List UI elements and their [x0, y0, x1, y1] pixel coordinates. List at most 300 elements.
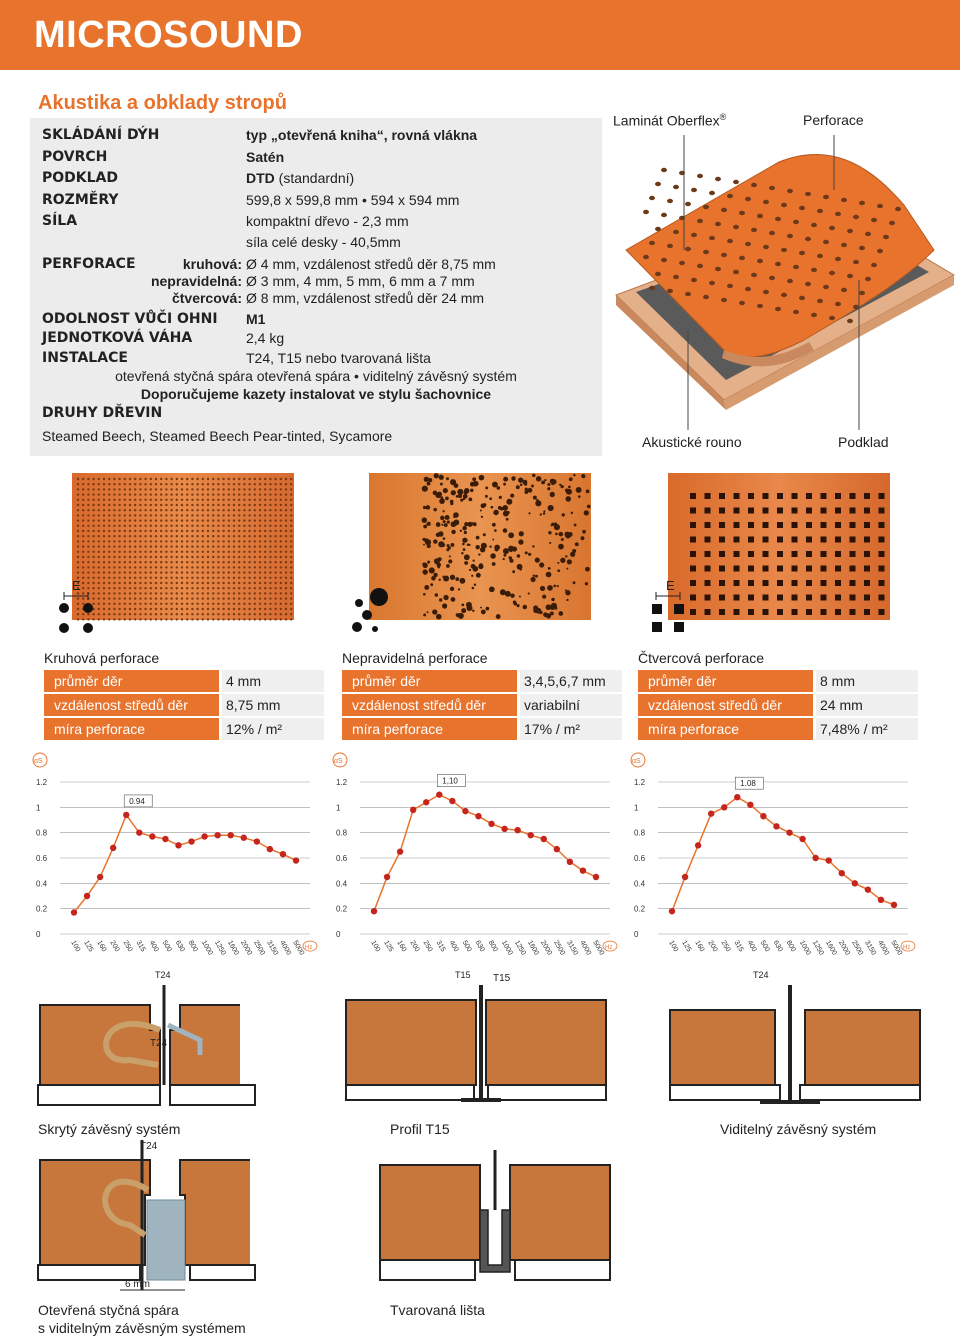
hole	[181, 608, 183, 610]
hole	[719, 566, 725, 572]
hole	[92, 535, 94, 537]
hole	[821, 537, 827, 543]
hole	[222, 582, 224, 584]
hole	[285, 582, 287, 584]
hole	[103, 509, 105, 511]
hole	[238, 488, 240, 490]
hole	[124, 582, 126, 584]
hole	[160, 577, 162, 579]
hole	[493, 510, 498, 515]
absorption-chart-square	[628, 752, 928, 982]
hole	[202, 493, 204, 495]
hole	[124, 587, 126, 589]
hole	[160, 483, 162, 485]
hole	[207, 493, 209, 495]
hole	[469, 569, 471, 571]
hole	[144, 603, 146, 605]
hole	[98, 603, 100, 605]
hole	[165, 519, 167, 521]
hole	[129, 592, 131, 594]
hole	[77, 483, 79, 485]
hole	[92, 530, 94, 532]
hole	[202, 540, 204, 542]
hole	[548, 567, 551, 570]
hole	[709, 191, 715, 195]
hole	[160, 613, 162, 615]
hole	[259, 504, 261, 506]
hole	[864, 566, 870, 572]
hole	[734, 580, 740, 586]
hole	[280, 525, 282, 527]
hole	[434, 473, 439, 478]
hole	[285, 545, 287, 547]
param-value: 7,48% / m²	[816, 718, 918, 740]
hole	[511, 476, 515, 480]
hole	[196, 540, 198, 542]
hole	[451, 530, 455, 534]
hole	[777, 595, 783, 601]
hole	[124, 613, 126, 615]
hole	[864, 537, 870, 543]
hole	[170, 519, 172, 521]
spec-label: PERFORACE	[42, 256, 136, 272]
hole	[243, 618, 245, 620]
hole	[207, 545, 209, 547]
x-tick-label: 500	[160, 939, 173, 954]
hole	[460, 530, 462, 532]
hole	[290, 514, 292, 516]
hole	[568, 486, 571, 489]
hole	[850, 595, 856, 601]
hole	[217, 478, 219, 480]
hole	[191, 525, 193, 527]
hole	[248, 488, 250, 490]
hole	[160, 504, 162, 506]
hole	[274, 540, 276, 542]
hole	[879, 508, 885, 514]
hole	[103, 592, 105, 594]
hole	[103, 603, 105, 605]
hole	[202, 525, 204, 527]
hole	[196, 603, 198, 605]
hole	[233, 566, 235, 568]
hole	[155, 571, 157, 573]
hole	[806, 609, 812, 615]
hole	[525, 551, 528, 554]
hole	[233, 613, 235, 615]
hole	[243, 613, 245, 615]
hole	[165, 535, 167, 537]
hole	[207, 525, 209, 527]
hole	[290, 525, 292, 527]
hole	[108, 597, 110, 599]
hole	[533, 496, 537, 500]
x-tick-label: 160	[693, 939, 706, 954]
spec-value: 2,4 kg	[246, 330, 285, 346]
hole	[170, 535, 172, 537]
hole	[543, 512, 546, 515]
hole	[799, 251, 805, 255]
hole	[546, 572, 552, 578]
hole	[176, 488, 178, 490]
hole	[248, 551, 250, 553]
hole	[212, 603, 214, 605]
hole	[222, 618, 224, 620]
hole	[799, 296, 805, 300]
hole	[150, 571, 152, 573]
hole	[113, 551, 115, 553]
hole	[77, 493, 79, 495]
hole	[150, 561, 152, 563]
hole	[472, 477, 476, 481]
hole	[103, 613, 105, 615]
hole	[150, 530, 152, 532]
hole	[733, 225, 739, 229]
hole	[254, 556, 256, 558]
hole	[118, 483, 120, 485]
hole	[280, 613, 282, 615]
hole	[87, 504, 89, 506]
spec-label: ODOLNOST VŮČI OHNI	[42, 311, 218, 327]
hole	[165, 493, 167, 495]
hole	[113, 478, 115, 480]
hole	[423, 525, 427, 529]
hole	[673, 275, 679, 279]
hole	[259, 566, 261, 568]
y-tick-label: 0.6	[336, 854, 348, 863]
hole	[186, 587, 188, 589]
y-tick-label: 1	[336, 803, 341, 813]
hole	[248, 540, 250, 542]
hole	[118, 509, 120, 511]
hole	[77, 488, 79, 490]
hole	[222, 493, 224, 495]
hole	[254, 488, 256, 490]
hole	[705, 595, 711, 601]
layer-label-laminate: Laminát Oberflex®	[613, 112, 727, 129]
hole	[160, 525, 162, 527]
hole	[139, 592, 141, 594]
hole	[124, 618, 126, 620]
hole	[129, 488, 131, 490]
hole	[150, 566, 152, 568]
hole	[176, 504, 178, 506]
hole	[238, 587, 240, 589]
hole	[259, 519, 261, 521]
hole	[254, 587, 256, 589]
hole	[165, 509, 167, 511]
hole	[165, 582, 167, 584]
hole	[806, 537, 812, 543]
hole	[217, 561, 219, 563]
hole	[269, 540, 271, 542]
hole	[455, 577, 459, 581]
data-point	[162, 836, 168, 842]
hole	[165, 603, 167, 605]
hole	[228, 608, 230, 610]
hole	[248, 509, 250, 511]
hole	[290, 493, 292, 495]
hole	[829, 316, 835, 320]
data-point	[514, 827, 520, 833]
profile-label-t24: T24	[150, 1038, 168, 1049]
hole	[721, 208, 727, 212]
hole	[139, 540, 141, 542]
hole	[144, 587, 146, 589]
hole	[207, 478, 209, 480]
hole	[118, 535, 120, 537]
hole	[134, 561, 136, 563]
hole	[113, 540, 115, 542]
hole	[103, 519, 105, 521]
hole	[539, 562, 544, 567]
hole	[745, 242, 751, 246]
hole	[103, 566, 105, 568]
x-tick-label: 2000	[239, 939, 253, 957]
hole	[233, 509, 235, 511]
hole	[540, 513, 542, 515]
x-tick-label: 250	[719, 939, 732, 954]
hole	[186, 597, 188, 599]
hole	[468, 524, 471, 527]
y-tick-label: 0.4	[336, 879, 348, 889]
hole	[139, 545, 141, 547]
hole	[450, 587, 454, 591]
hole	[748, 609, 754, 615]
hole	[228, 566, 230, 568]
hole	[566, 568, 568, 570]
hole	[129, 577, 131, 579]
hole	[139, 483, 141, 485]
hole	[705, 508, 711, 514]
hole	[170, 493, 172, 495]
hole	[264, 478, 266, 480]
x-tick-label: 200	[706, 939, 719, 954]
x-tick-label: 315	[434, 939, 447, 954]
hole	[763, 566, 769, 572]
hole	[531, 485, 534, 488]
hole	[285, 597, 287, 599]
hole	[264, 603, 266, 605]
hole	[280, 504, 282, 506]
hole	[811, 268, 817, 272]
hole	[859, 291, 865, 295]
hole	[82, 483, 84, 485]
hole	[222, 597, 224, 599]
x-tick-label: 315	[134, 939, 147, 954]
hole	[446, 564, 450, 568]
hole	[134, 499, 136, 501]
hole	[150, 577, 152, 579]
hole	[439, 598, 442, 601]
hole	[290, 561, 292, 563]
hole	[835, 580, 841, 586]
hole	[144, 504, 146, 506]
hole	[134, 545, 136, 547]
hole	[139, 514, 141, 516]
hole	[259, 499, 261, 501]
hole	[77, 545, 79, 547]
data-point	[669, 908, 675, 914]
hole	[787, 279, 793, 283]
hole	[290, 488, 292, 490]
hole	[191, 545, 193, 547]
hole	[124, 577, 126, 579]
hole	[108, 514, 110, 516]
spec-label: SÍLA	[42, 213, 78, 229]
hole	[280, 566, 282, 568]
hole	[118, 514, 120, 516]
hole	[519, 531, 524, 536]
hole	[181, 535, 183, 537]
hole	[165, 525, 167, 527]
hole	[160, 509, 162, 511]
sample-round-perforation	[72, 473, 294, 620]
param-value: 8,75 mm	[222, 694, 324, 716]
hole	[202, 519, 204, 521]
hole	[98, 488, 100, 490]
hole	[217, 571, 219, 573]
y-tick-label: 0.8	[634, 828, 646, 838]
hole	[212, 499, 214, 501]
hole	[544, 479, 546, 481]
hole	[269, 618, 271, 620]
hole	[480, 509, 482, 511]
data-point	[528, 832, 534, 838]
hole	[787, 189, 793, 193]
hole	[443, 537, 446, 540]
hole	[259, 561, 261, 563]
hole	[233, 478, 235, 480]
hole	[144, 519, 146, 521]
hole	[510, 494, 514, 498]
hole	[456, 495, 459, 498]
hole	[77, 551, 79, 553]
hole	[850, 580, 856, 586]
hole	[196, 493, 198, 495]
hole	[207, 540, 209, 542]
hole	[233, 488, 235, 490]
hole	[285, 587, 287, 589]
hole	[186, 603, 188, 605]
hole	[124, 597, 126, 599]
param-value: 3,4,5,6,7 mm	[520, 670, 622, 692]
hole	[254, 478, 256, 480]
hole	[667, 289, 673, 293]
hole	[108, 499, 110, 501]
hole	[92, 483, 94, 485]
hole	[243, 587, 245, 589]
x-tick-label: 315	[732, 939, 745, 954]
hole	[448, 521, 450, 523]
hole	[551, 598, 554, 601]
hole	[150, 592, 152, 594]
hole	[550, 492, 555, 497]
hole	[290, 613, 292, 615]
hole	[734, 537, 740, 543]
hole	[191, 566, 193, 568]
hole	[165, 566, 167, 568]
hole	[170, 509, 172, 511]
hole	[274, 535, 276, 537]
peak-label: 0.94	[129, 796, 145, 806]
hole	[443, 510, 445, 512]
hole	[113, 571, 115, 573]
hole	[228, 592, 230, 594]
hole	[781, 248, 787, 252]
hole	[248, 519, 250, 521]
hole	[523, 480, 528, 485]
hole	[181, 566, 183, 568]
hole	[264, 582, 266, 584]
hole	[202, 545, 204, 547]
hole	[557, 585, 559, 587]
hole	[160, 608, 162, 610]
hole	[134, 582, 136, 584]
hole	[254, 608, 256, 610]
hole	[222, 488, 224, 490]
hole	[92, 540, 94, 542]
hole	[835, 212, 841, 216]
spec-value: Ø 8 mm, vzdálenost středů děr 24 mm	[246, 290, 485, 306]
square-pattern-icon	[650, 578, 690, 638]
hole	[480, 607, 482, 609]
spec-label: JEDNOTKOVÁ VÁHA	[42, 330, 193, 346]
hole	[748, 537, 754, 543]
hole	[519, 596, 521, 598]
hole	[792, 566, 798, 572]
hole	[290, 530, 292, 532]
hole	[685, 292, 691, 296]
hole	[558, 544, 564, 550]
hole	[285, 504, 287, 506]
hole	[238, 566, 240, 568]
data-point	[254, 838, 260, 844]
hole	[485, 487, 488, 490]
hole	[160, 571, 162, 573]
hole	[879, 537, 885, 543]
hole	[739, 301, 745, 305]
hole	[516, 604, 519, 607]
hole	[721, 253, 727, 257]
hole	[585, 582, 588, 585]
hole	[705, 580, 711, 586]
hole	[422, 517, 427, 522]
x-tick-label: 800	[784, 939, 797, 954]
hole	[290, 545, 292, 547]
hole	[471, 522, 473, 524]
hole	[806, 580, 812, 586]
hole	[176, 571, 178, 573]
hole	[196, 566, 198, 568]
hole	[202, 592, 204, 594]
x-unit-label: Hz	[903, 945, 911, 951]
hole	[829, 226, 835, 230]
hole	[77, 561, 79, 563]
hole	[113, 525, 115, 527]
hole	[739, 256, 745, 260]
hole	[777, 493, 783, 499]
hole	[196, 577, 198, 579]
hole	[170, 577, 172, 579]
hole	[113, 514, 115, 516]
hole	[170, 551, 172, 553]
hole	[817, 254, 823, 258]
hole	[202, 499, 204, 501]
hole	[238, 592, 240, 594]
hole	[176, 618, 178, 620]
data-point	[682, 874, 688, 880]
